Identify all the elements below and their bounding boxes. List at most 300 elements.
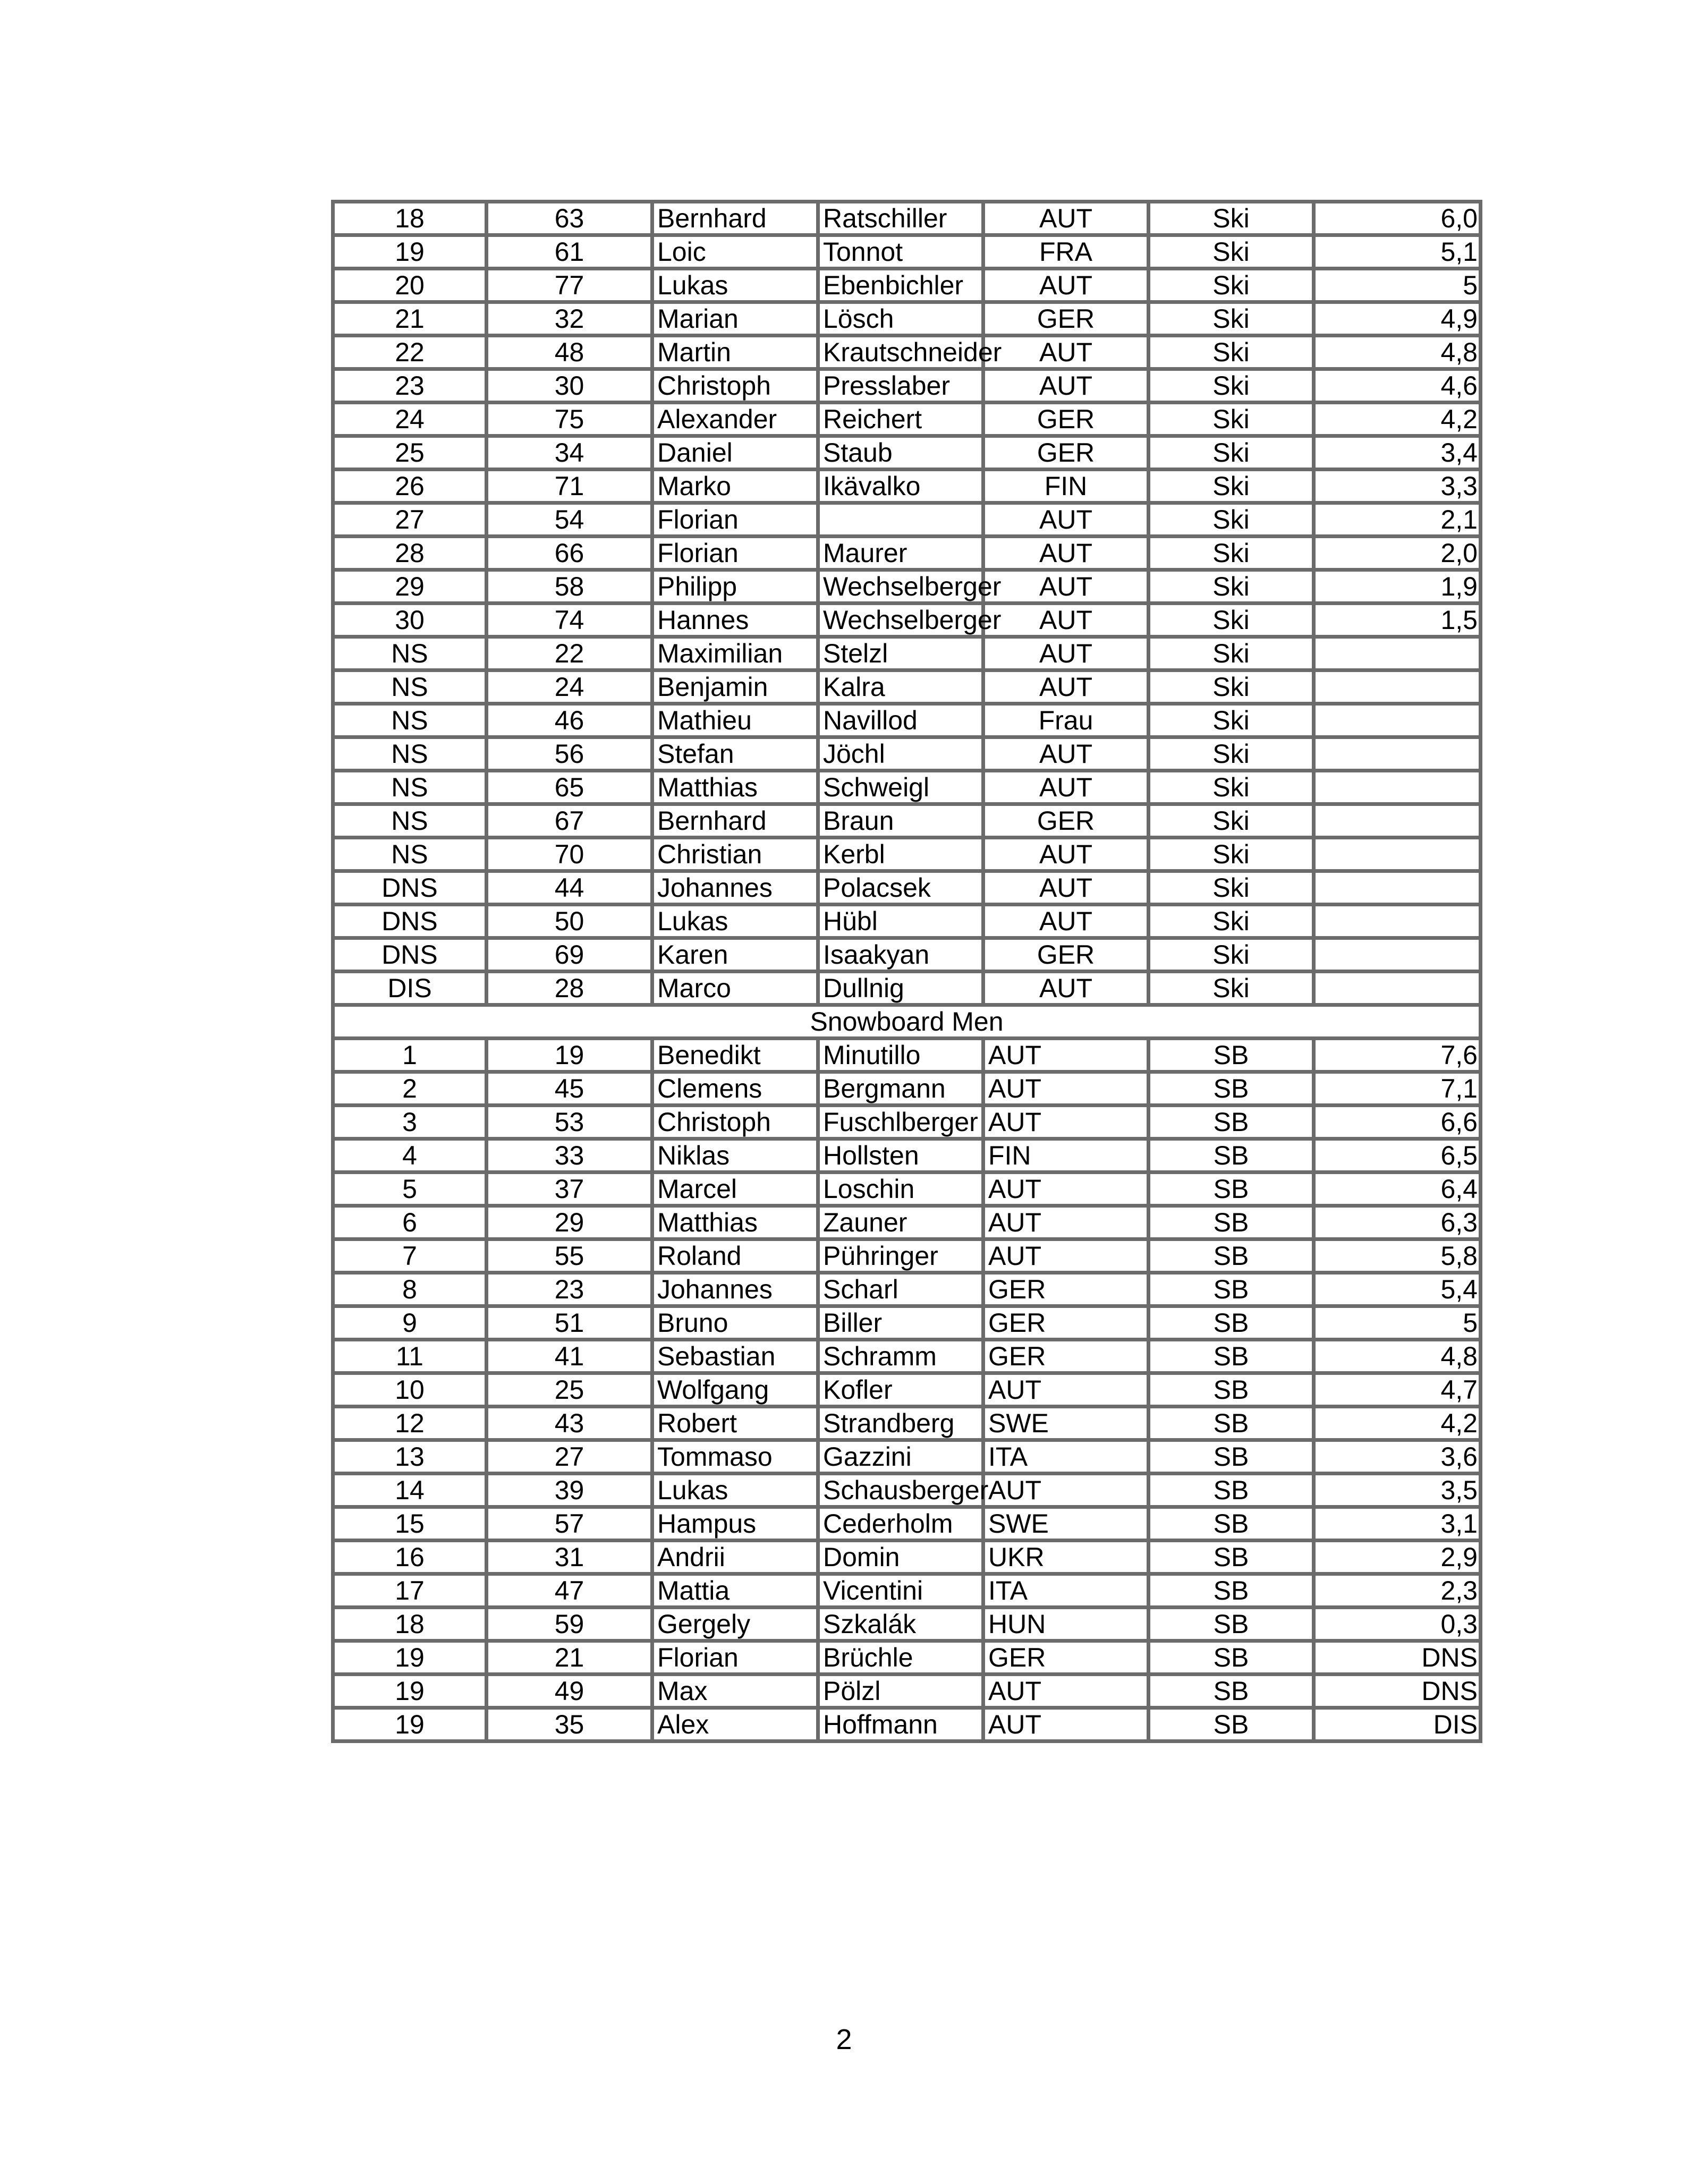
table-row [333,470,1481,503]
rank-cell: 9 [333,1306,487,1340]
nation-cell: ITA [983,1440,1149,1474]
discipline-cell: Ski [1149,336,1314,369]
first-name-cell: Christoph [652,1106,818,1139]
first-name-cell: Marian [652,302,818,336]
first-name-cell: Christoph [652,369,818,403]
nation-cell: AUT [983,369,1149,403]
nation-cell: AUT [983,1675,1149,1708]
rank-cell: NS [333,637,487,670]
first-name-cell: Wolfgang [652,1373,818,1407]
nation-cell: GER [983,1340,1149,1373]
table-row [333,938,1481,972]
bib-cell: 59 [487,1608,652,1641]
last-name-cell: Cederholm [818,1507,983,1541]
bib-cell: 27 [487,1440,652,1474]
discipline-cell: Ski [1149,938,1314,972]
ski-results-body [333,202,1481,1005]
nation-cell: FIN [983,470,1149,503]
nation-cell: AUT [983,570,1149,604]
last-name-cell: Hübl [818,905,983,938]
rank-cell: 5 [333,1172,487,1206]
score-cell [1314,938,1481,972]
nation-cell: Frau [983,704,1149,737]
nation-cell: AUT [983,737,1149,771]
first-name-cell: Lukas [652,905,818,938]
bib-cell: 45 [487,1072,652,1106]
score-cell: 2,1 [1314,503,1481,537]
first-name-cell: Benjamin [652,670,818,704]
first-name-cell: Florian [652,537,818,570]
first-name-cell: Stefan [652,737,818,771]
rank-cell: NS [333,670,487,704]
rank-cell: 6 [333,1206,487,1239]
table-row [333,269,1481,302]
last-name-cell: Schausberger [818,1474,983,1507]
discipline-cell: Ski [1149,503,1314,537]
discipline-cell: SB [1149,1641,1314,1675]
score-cell: 4,8 [1314,336,1481,369]
discipline-cell: Ski [1149,804,1314,838]
table-row [333,972,1481,1005]
rank-cell: NS [333,838,487,871]
discipline-cell: SB [1149,1675,1314,1708]
bib-cell: 55 [487,1239,652,1273]
first-name-cell: Bernhard [652,202,818,235]
rank-cell: DNS [333,871,487,905]
discipline-cell: Ski [1149,737,1314,771]
discipline-cell: SB [1149,1574,1314,1608]
rank-cell: 10 [333,1373,487,1407]
rank-cell: 3 [333,1106,487,1139]
first-name-cell: Marko [652,470,818,503]
nation-cell: AUT [983,1708,1149,1741]
nation-cell: UKR [983,1541,1149,1574]
bib-cell: 75 [487,403,652,436]
bib-cell: 77 [487,269,652,302]
discipline-cell: Ski [1149,838,1314,871]
rank-cell: 12 [333,1407,487,1440]
last-name-cell: Wechselberger [818,604,983,637]
discipline-cell: Ski [1149,604,1314,637]
score-cell [1314,972,1481,1005]
rank-cell: 19 [333,235,487,269]
bib-cell: 61 [487,235,652,269]
rank-cell: NS [333,737,487,771]
discipline-cell: Ski [1149,470,1314,503]
table-row [333,235,1481,269]
table-row [333,1039,1481,1072]
discipline-cell: SB [1149,1373,1314,1407]
last-name-cell: Braun [818,804,983,838]
rank-cell: DNS [333,938,487,972]
rank-cell: 25 [333,436,487,470]
first-name-cell: Hampus [652,1507,818,1541]
bib-cell: 46 [487,704,652,737]
discipline-cell: Ski [1149,403,1314,436]
last-name-cell: Isaakyan [818,938,983,972]
first-name-cell: Mathieu [652,704,818,737]
table-row [333,670,1481,704]
score-cell: 7,6 [1314,1039,1481,1072]
discipline-cell: SB [1149,1172,1314,1206]
bib-cell: 34 [487,436,652,470]
nation-cell: AUT [983,637,1149,670]
table-row [333,1440,1481,1474]
score-cell: 3,1 [1314,1507,1481,1541]
discipline-cell: SB [1149,1072,1314,1106]
rank-cell: 26 [333,470,487,503]
table-row [333,1608,1481,1641]
nation-cell: AUT [983,1206,1149,1239]
discipline-cell: SB [1149,1273,1314,1306]
section-title: Snowboard Men [333,1005,1481,1039]
nation-cell: AUT [983,1106,1149,1139]
bib-cell: 35 [487,1708,652,1741]
rank-cell: 22 [333,336,487,369]
score-cell: 5,4 [1314,1273,1481,1306]
first-name-cell: Bruno [652,1306,818,1340]
discipline-cell: Ski [1149,537,1314,570]
first-name-cell: Philipp [652,570,818,604]
first-name-cell: Lukas [652,1474,818,1507]
nation-cell: AUT [983,336,1149,369]
first-name-cell: Marcel [652,1172,818,1206]
bib-cell: 22 [487,637,652,670]
nation-cell: GER [983,1306,1149,1340]
first-name-cell: Roland [652,1239,818,1273]
nation-cell: FIN [983,1139,1149,1172]
first-name-cell: Sebastian [652,1340,818,1373]
table-row [333,905,1481,938]
rank-cell: 7 [333,1239,487,1273]
nation-cell: GER [983,1273,1149,1306]
score-cell: 2,3 [1314,1574,1481,1608]
rank-cell: 20 [333,269,487,302]
discipline-cell: Ski [1149,871,1314,905]
last-name-cell: Gazzini [818,1440,983,1474]
first-name-cell: Martin [652,336,818,369]
last-name-cell: Minutillo [818,1039,983,1072]
last-name-cell: Ebenbichler [818,269,983,302]
discipline-cell: Ski [1149,235,1314,269]
score-cell [1314,704,1481,737]
table-row [333,1507,1481,1541]
score-cell [1314,838,1481,871]
score-cell: DNS [1314,1641,1481,1675]
table-row [333,1340,1481,1373]
score-cell: DNS [1314,1675,1481,1708]
nation-cell: GER [983,436,1149,470]
bib-cell: 58 [487,570,652,604]
rank-cell: 19 [333,1675,487,1708]
rank-cell: 29 [333,570,487,604]
bib-cell: 51 [487,1306,652,1340]
bib-cell: 49 [487,1675,652,1708]
bib-cell: 48 [487,336,652,369]
nation-cell: AUT [983,537,1149,570]
rank-cell: NS [333,704,487,737]
table-row [333,336,1481,369]
table-row [333,871,1481,905]
table-row [333,838,1481,871]
bib-cell: 47 [487,1574,652,1608]
bib-cell: 29 [487,1206,652,1239]
last-name-cell: Polacsek [818,871,983,905]
last-name-cell: Hoffmann [818,1708,983,1741]
nation-cell: GER [983,302,1149,336]
discipline-cell: Ski [1149,436,1314,470]
last-name-cell: Schweigl [818,771,983,804]
rank-cell: 18 [333,1608,487,1641]
table-row [333,704,1481,737]
rank-cell: NS [333,771,487,804]
score-cell: DIS [1314,1708,1481,1741]
first-name-cell: Loic [652,235,818,269]
discipline-cell: Ski [1149,302,1314,336]
table-row [333,1373,1481,1407]
page-number: 2 [836,2024,852,2055]
bib-cell: 63 [487,202,652,235]
bib-cell: 31 [487,1541,652,1574]
bib-cell: 67 [487,804,652,838]
score-cell: 6,5 [1314,1139,1481,1172]
discipline-cell: SB [1149,1106,1314,1139]
bib-cell: 57 [487,1507,652,1541]
nation-cell: GER [983,1641,1149,1675]
nation-cell: AUT [983,1474,1149,1507]
table-row [333,537,1481,570]
discipline-cell: Ski [1149,670,1314,704]
score-cell: 4,7 [1314,1373,1481,1407]
discipline-cell: Ski [1149,369,1314,403]
bib-cell: 28 [487,972,652,1005]
rank-cell: 28 [333,537,487,570]
table-row [333,1139,1481,1172]
bib-cell: 37 [487,1172,652,1206]
bib-cell: 32 [487,302,652,336]
nation-cell: AUT [983,1172,1149,1206]
first-name-cell: Niklas [652,1139,818,1172]
nation-cell: AUT [983,1373,1149,1407]
score-cell: 0,3 [1314,1608,1481,1641]
table-row [333,1708,1481,1741]
bib-cell: 69 [487,938,652,972]
rank-cell: 13 [333,1440,487,1474]
last-name-cell: Scharl [818,1273,983,1306]
last-name-cell: Kerbl [818,838,983,871]
score-cell: 6,0 [1314,202,1481,235]
bib-cell: 19 [487,1039,652,1072]
discipline-cell: Ski [1149,771,1314,804]
table-row [333,302,1481,336]
table-row [333,637,1481,670]
score-cell: 3,5 [1314,1474,1481,1507]
bib-cell: 39 [487,1474,652,1507]
last-name-cell: Lösch [818,302,983,336]
discipline-cell: Ski [1149,202,1314,235]
bib-cell: 33 [487,1139,652,1172]
first-name-cell: Bernhard [652,804,818,838]
score-cell: 3,4 [1314,436,1481,470]
table-row [333,1239,1481,1273]
bib-cell: 66 [487,537,652,570]
score-cell: 2,0 [1314,537,1481,570]
discipline-cell: SB [1149,1407,1314,1440]
snowboard-results-body [333,1039,1481,1741]
nation-cell: AUT [983,972,1149,1005]
first-name-cell: Marco [652,972,818,1005]
score-cell: 4,6 [1314,369,1481,403]
first-name-cell: Tommaso [652,1440,818,1474]
first-name-cell: Florian [652,503,818,537]
table-row [333,436,1481,470]
score-cell: 2,9 [1314,1541,1481,1574]
nation-cell: AUT [983,871,1149,905]
last-name-cell: Hollsten [818,1139,983,1172]
rank-cell: 21 [333,302,487,336]
discipline-cell: SB [1149,1139,1314,1172]
nation-cell: AUT [983,202,1149,235]
last-name-cell: Strandberg [818,1407,983,1440]
score-cell [1314,871,1481,905]
last-name-cell: Tonnot [818,235,983,269]
first-name-cell: Benedikt [652,1039,818,1072]
score-cell [1314,637,1481,670]
last-name-cell: Pühringer [818,1239,983,1273]
last-name-cell: Staub [818,436,983,470]
first-name-cell: Gergely [652,1608,818,1641]
score-cell: 6,4 [1314,1172,1481,1206]
table-row [333,1574,1481,1608]
score-cell: 5,8 [1314,1239,1481,1273]
last-name-cell: Krautschneider [818,336,983,369]
first-name-cell: Johannes [652,1273,818,1306]
rank-cell: DIS [333,972,487,1005]
score-cell: 5 [1314,1306,1481,1340]
nation-cell: AUT [983,604,1149,637]
discipline-cell: SB [1149,1039,1314,1072]
nation-cell: AUT [983,503,1149,537]
score-cell: 7,1 [1314,1072,1481,1106]
score-cell: 5,1 [1314,235,1481,269]
table-row [333,604,1481,637]
last-name-cell: Schramm [818,1340,983,1373]
rank-cell: 27 [333,503,487,537]
score-cell: 4,2 [1314,403,1481,436]
last-name-cell: Wechselberger [818,570,983,604]
last-name-cell: Biller [818,1306,983,1340]
table-row [333,202,1481,235]
last-name-cell [818,503,983,537]
last-name-cell: Jöchl [818,737,983,771]
table-row [333,737,1481,771]
rank-cell: 4 [333,1139,487,1172]
last-name-cell: Stelzl [818,637,983,670]
nation-cell: AUT [983,771,1149,804]
discipline-cell: Ski [1149,972,1314,1005]
score-cell [1314,670,1481,704]
bib-cell: 25 [487,1373,652,1407]
last-name-cell: Ikävalko [818,470,983,503]
rank-cell: 2 [333,1072,487,1106]
score-cell [1314,737,1481,771]
bib-cell: 70 [487,838,652,871]
rank-cell: 11 [333,1340,487,1373]
discipline-cell: SB [1149,1541,1314,1574]
bib-cell: 54 [487,503,652,537]
discipline-cell: SB [1149,1608,1314,1641]
rank-cell: 24 [333,403,487,436]
table-row [333,1172,1481,1206]
rank-cell: 30 [333,604,487,637]
rank-cell: 1 [333,1039,487,1072]
rank-cell: 8 [333,1273,487,1306]
last-name-cell: Fuschlberger [818,1106,983,1139]
first-name-cell: Alex [652,1708,818,1741]
rank-cell: 18 [333,202,487,235]
score-cell: 1,5 [1314,604,1481,637]
discipline-cell: Ski [1149,704,1314,737]
table-row [333,1541,1481,1574]
discipline-cell: SB [1149,1239,1314,1273]
table-row [333,1106,1481,1139]
first-name-cell: Lukas [652,269,818,302]
rank-cell: 17 [333,1574,487,1608]
last-name-cell: Presslaber [818,369,983,403]
nation-cell: AUT [983,1039,1149,1072]
score-cell: 4,9 [1314,302,1481,336]
nation-cell: GER [983,938,1149,972]
nation-cell: ITA [983,1574,1149,1608]
nation-cell: GER [983,403,1149,436]
last-name-cell: Kofler [818,1373,983,1407]
table-row [333,771,1481,804]
discipline-cell: Ski [1149,570,1314,604]
discipline-cell: SB [1149,1340,1314,1373]
discipline-cell: Ski [1149,269,1314,302]
rank-cell: 15 [333,1507,487,1541]
rank-cell: 23 [333,369,487,403]
first-name-cell: Clemens [652,1072,818,1106]
last-name-cell: Zauner [818,1206,983,1239]
nation-cell: AUT [983,269,1149,302]
last-name-cell: Szkalák [818,1608,983,1641]
discipline-cell: SB [1149,1708,1314,1741]
bib-cell: 24 [487,670,652,704]
score-cell: 4,8 [1314,1340,1481,1373]
bib-cell: 65 [487,771,652,804]
discipline-cell: SB [1149,1507,1314,1541]
rank-cell: NS [333,804,487,838]
first-name-cell: Matthias [652,1206,818,1239]
score-cell: 5 [1314,269,1481,302]
first-name-cell: Alexander [652,403,818,436]
first-name-cell: Max [652,1675,818,1708]
last-name-cell: Domin [818,1541,983,1574]
score-cell: 6,6 [1314,1106,1481,1139]
last-name-cell: Pölzl [818,1675,983,1708]
score-cell: 1,9 [1314,570,1481,604]
nation-cell: SWE [983,1407,1149,1440]
first-name-cell: Johannes [652,871,818,905]
nation-cell: AUT [983,905,1149,938]
table-row [333,503,1481,537]
last-name-cell: Navillod [818,704,983,737]
bib-cell: 21 [487,1641,652,1675]
discipline-cell: SB [1149,1306,1314,1340]
table-row [333,1474,1481,1507]
table-row [333,1072,1481,1106]
